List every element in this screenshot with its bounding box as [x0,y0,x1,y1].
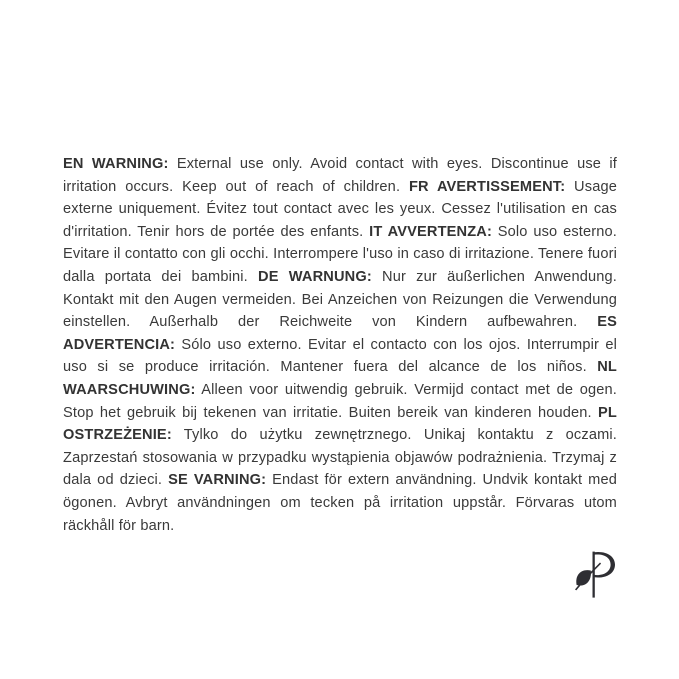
warning-text [63,153,617,537]
warning-body-nl: Alleen voor uitwendig gebruik. Vermijd contact met de ogen. Stop het gebruik bij tekenen van irritatie. Buiten bereik van kinderen houden. [63,381,617,421]
warning-heading-fr: FR AVERTISSEMENT: [408,178,566,195]
warning-body-it: Solo uso esterno. Evitare il contatto con gli occhi. Interrompere l'uso in caso di irritazione. Tenere fuori dalla portata dei bambini. [63,223,617,285]
warning-body-pl: Tylko do użytku zewnętrznego. Unikaj kontaktu z oczami. Zaprzestań stosowania w przypadku wystąpienia objawów podrażnienia. Trzymaj z dala od dzieci. [63,427,617,489]
warning-body-se: Endast för extern användning. Undvik kontakt med ögonen. Avbryt användningen om tecken på irritation uppstår. Förvaras utom räckhåll för barn. [63,472,617,534]
warning-body-en: External use only. Avoid contact with eyes. Discontinue use if irritation occurs. Keep out of reach of children. [63,156,617,195]
warning-heading-it: IT AVVERTENZA: [369,223,492,240]
brand-logo [574,549,620,601]
warning-body-de: Nur zur äußerlichen Anwendung. Kontakt mit den Augen vermeiden. Bei Anzeichen von Reizungen die Verwendung einstellen. Außerhalb der Reichweite von Kindern aufbewahren. [63,268,617,331]
warning-body-fr: Usage externe uniquement. Évitez tout contact avec les yeux. Cessez l'utilisation en cas d'irritation. Tenir hors de portée des enfants. [63,178,617,240]
warning-heading-en: EN WARNING: [63,156,169,172]
p-leaf-logo-icon [574,549,620,601]
warning-heading-es: ES ADVERTENCIA: [63,314,617,353]
warning-body-es: Sólo uso externo. Evitar el contacto con los ojos. Interrumpir el uso si se produce irritación. Mantener fuera del alcance de los niños. [63,336,617,376]
warning-heading-pl: PL OSTRZEŻENIE: [63,404,617,444]
warning-heading-nl: NL WAARSCHUWING: [63,359,617,398]
warning-heading-de: DE WARNUNG: [258,268,372,285]
warning-heading-se: SE VARNING: [168,472,267,489]
